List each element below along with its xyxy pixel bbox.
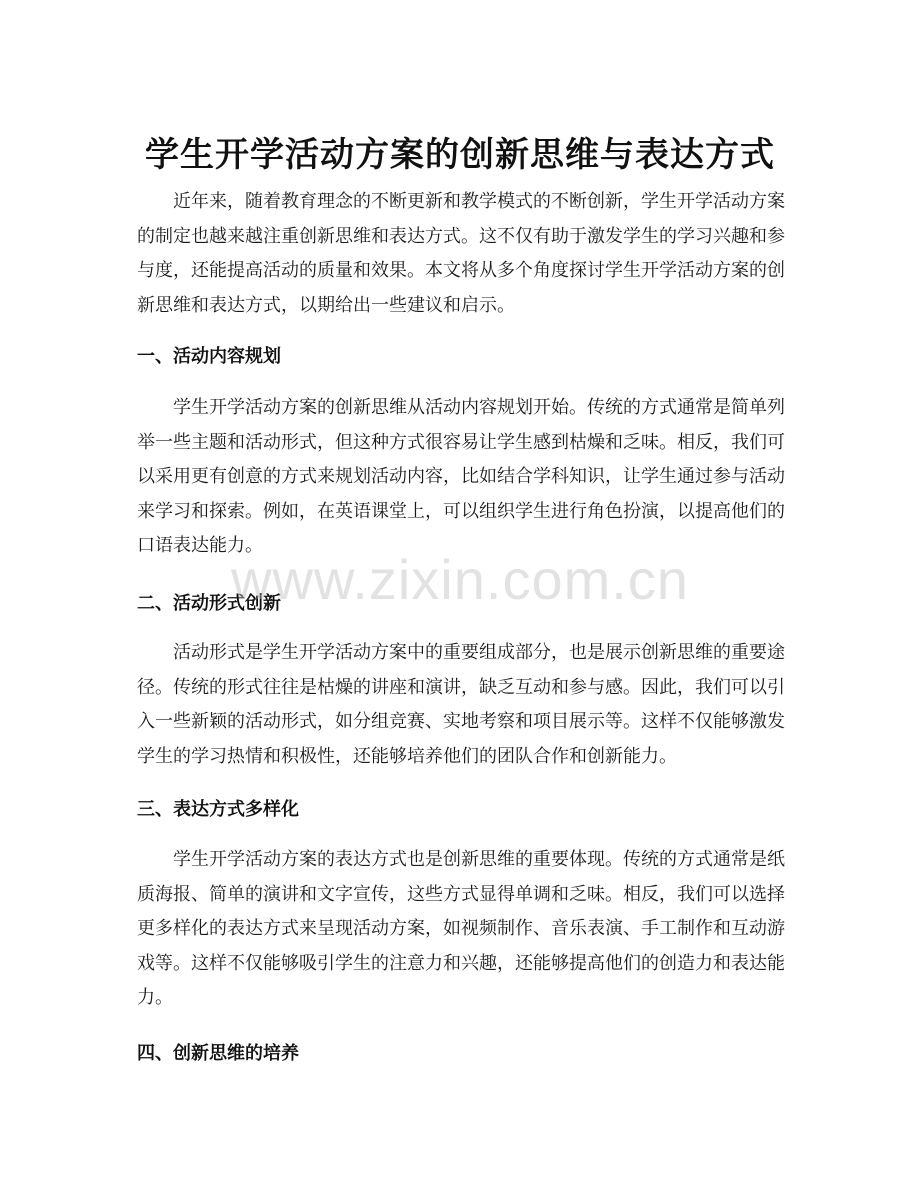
section-heading-3: 三、表达方式多样化 — [137, 799, 299, 820]
section-heading-2: 二、活动形式创新 — [137, 593, 281, 614]
section-body-3: 学生开学活动方案的表达方式也是创新思维的重要体现。传统的方式通常是纸质海报、简单的演讲和文字宣传，这些方式显得单调和乏味。相反，我们可以选择更多样化的表达方式来呈现活动方案，如视频制作、音乐表演、手工制作和互动游戏等。这样不仅能够吸引学生的注意力和兴趣，还能够提高他们的创造力和表达能力。 — [137, 849, 785, 1008]
document-title: 学生开学活动方案的创新思维与表达方式 — [145, 134, 775, 175]
section-heading-4: 四、创新思维的培养 — [137, 1043, 299, 1064]
intro-paragraph: 近年来，随着教育理念的不断更新和教学模式的不断创新，学生开学活动方案的制定也越来越注重创新思维和表达方式。这不仅有助于激发学生的学习兴趣和参与度，还能提高活动的质量和效果。本文将从多个角度探讨学生开学活动方案的创新思维和表达方式，以期给出一些建议和启示。 — [137, 191, 785, 316]
watermark: www.zixin.com.cn — [231, 548, 689, 611]
section-body-1: 学生开学活动方案的创新思维从活动内容规划开始。传统的方式通常是简单列举一些主题和活动形式，但这种方式很容易让学生感到枯燥和乏味。相反，我们可以采用更有创意的方式来规划活动内容，比如结合学科知识，让学生通过参与活动来学习和探索。例如，在英语课堂上，可以组织学生进行角色扮演，以提高他们的口语表达能力。 — [137, 397, 785, 556]
section-heading-1: 一、活动内容规划 — [137, 346, 281, 367]
section-body-2: 活动形式是学生开学活动方案中的重要组成部分，也是展示创新思维的重要途径。传统的形式往往是枯燥的讲座和演讲，缺乏互动和参与感。因此，我们可以引入一些新颖的活动形式，如分组竞赛、实地考察和项目展示等。这样不仅能够激发学生的学习热情和积极性，还能够培养他们的团队合作和创新能力。 — [137, 642, 785, 767]
